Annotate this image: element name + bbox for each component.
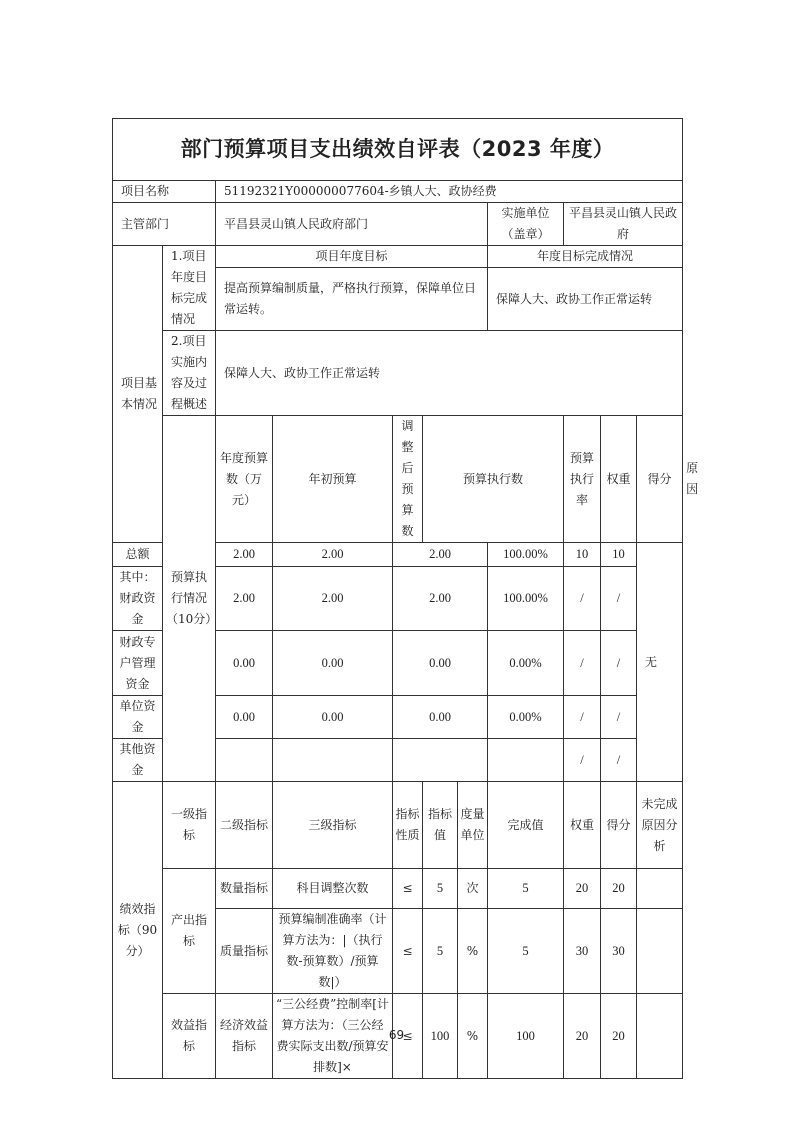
l3-indicator: 预算编制准确率（计算方法为：|（执行数-预算数）/预算数|） [273, 909, 393, 994]
content-text: 保障人大、政协工作正常运转 [216, 331, 683, 416]
weight: 30 [564, 909, 601, 994]
table-row [113, 869, 683, 909]
indicator-nature: ≤ [393, 909, 423, 994]
indicator-nature: ≤ [393, 869, 423, 909]
adjusted-budget: 0.00 [273, 631, 393, 696]
indicator-value: 100 [423, 994, 458, 1079]
perf-section-label: 绩效指标（90分） [113, 782, 163, 1079]
dept-label: 主管部门 [113, 203, 216, 246]
goal-header: 项目年度目标 [216, 246, 488, 268]
weight: 20 [564, 869, 601, 909]
budget-header: 预算执行数 [423, 416, 564, 543]
score: 10 [601, 543, 637, 567]
executed-budget [393, 739, 488, 782]
project-name-label: 项目名称 [113, 181, 216, 203]
budget-row-label: 其中：财政资金 [113, 567, 163, 631]
execution-rate: 100.00% [488, 567, 564, 631]
weight: / [564, 696, 601, 739]
l2-indicator: 经济效益指标 [216, 994, 273, 1079]
measure-unit: % [458, 994, 488, 1079]
budget-row-label: 总额 [113, 543, 163, 567]
perf-header: 权重 [564, 782, 601, 869]
l3-indicator: “三公经费”控制率[计算方法为：（三公经费实际支出数/预算安排数]× [273, 994, 393, 1079]
impl-unit-value: 平昌县灵山镇人民政府 [564, 203, 683, 246]
executed-budget: 0.00 [393, 631, 488, 696]
executed-budget: 0.00 [393, 696, 488, 739]
budget-row-label: 其他资金 [113, 739, 163, 782]
perf-header: 完成值 [488, 782, 564, 869]
dept-value: 平昌县灵山镇人民政府部门 [216, 203, 488, 246]
budget-reason: 无 [637, 543, 683, 782]
execution-rate: 0.00% [488, 631, 564, 696]
incomplete-reason [637, 869, 683, 909]
execution-rate: 0.00% [488, 696, 564, 739]
incomplete-reason [637, 909, 683, 994]
score: 20 [601, 869, 637, 909]
budget-header: 得分 [637, 416, 683, 543]
adjusted-budget [273, 739, 393, 782]
page-number: 69 [388, 1028, 405, 1042]
budget-header: 调整后预算数 [393, 416, 423, 543]
content-label: 2.项目实施内容及过程概述 [163, 331, 216, 416]
weight: / [564, 631, 601, 696]
score: / [601, 696, 637, 739]
l2-indicator: 质量指标 [216, 909, 273, 994]
initial-budget: 2.00 [216, 543, 273, 567]
execution-rate [488, 739, 564, 782]
perf-header: 未完成原因分析 [637, 782, 683, 869]
measure-unit: % [458, 909, 488, 994]
indicator-value: 5 [423, 909, 458, 994]
perf-header: 指标性质 [393, 782, 423, 869]
completed-value: 5 [488, 869, 564, 909]
perf-header: 一级指标 [163, 782, 216, 869]
budget-section-label: 预算执行情况（10分） [163, 416, 216, 782]
basic-section-label: 项目基本情况 [113, 246, 163, 543]
adjusted-budget: 0.00 [273, 696, 393, 739]
initial-budget [216, 739, 273, 782]
budget-header: 年度预算数（万元） [216, 416, 273, 543]
weight: / [564, 739, 601, 782]
completion-header: 年度目标完成情况 [488, 246, 683, 268]
budget-header: 权重 [601, 416, 637, 543]
weight: 20 [564, 994, 601, 1079]
self-evaluation-table: 部门预算项目支出绩效自评表（2023 年度） 项目名称 51192321Y000000077604-乡镇人大、政协经费 主管部门 平昌县灵山镇人民政府部门 实施单位（盖章） 平昌县灵山镇人民政府 项目基本情况 1.项目年度目标完成情况 项目年度目标 年度目标完成情况 提高预算编制质量，严格执行预算，保障单位日常运转。 保障人大、政协工作正常运转 2.项目实施内容及过程概述 保障人大、政协工作正常运转 预算执行情况（10分） 年度预算数（万元） 年初预算 调整后预算数 预算执行数 预算执行率 权重 得分 原因 总额 2.00 2.00 2.00 100.00% 10 10 无 其中：财政资金 2.00 2.00 2.00 100.00% / / 财政专户管理资金 0.00 0.00 0.00 0.00% / / 单位资金 0.00 0.00 0.00 0.00% / / 其他资金 / / 绩效指标（90分） 一级指标 二级指标 三级指标 指标性质 指标值 度量单位 完成值 权重 得分 未完成原因分析 产出指标 数量指标 科目调整次数 ≤ 5 次 5 20 20 质量指标 预算编制准确率（计算方法为：|（执行数-预算数）/预算数|） ≤ 5 % 5 30 30 效益指标 经济效益指标 “三公经费”控制率[计算方法为：（三公经费实际支出数/预算安排数]× ≤ 100 % 100 20 20 [112, 118, 683, 1079]
budget-row-label: 财政专户管理资金 [113, 631, 163, 696]
adjusted-budget: 2.00 [273, 543, 393, 567]
measure-unit: 次 [458, 869, 488, 909]
score: 20 [601, 994, 637, 1079]
budget-header: 年初预算 [273, 416, 393, 543]
perf-header: 度量单位 [458, 782, 488, 869]
initial-budget: 2.00 [216, 567, 273, 631]
completed-value: 100 [488, 994, 564, 1079]
completion-text: 保障人大、政协工作正常运转 [488, 268, 683, 331]
project-name-value: 51192321Y000000077604-乡镇人大、政协经费 [216, 181, 683, 203]
executed-budget: 2.00 [393, 567, 488, 631]
l2-indicator: 数量指标 [216, 869, 273, 909]
impl-unit-label: 实施单位（盖章） [488, 203, 564, 246]
goal-label: 1.项目年度目标完成情况 [163, 246, 216, 331]
perf-header: 指标值 [423, 782, 458, 869]
completed-value: 5 [488, 909, 564, 994]
weight: 10 [564, 543, 601, 567]
l1-indicator: 产出指标 [163, 869, 216, 994]
indicator-value: 5 [423, 869, 458, 909]
initial-budget: 0.00 [216, 696, 273, 739]
initial-budget: 0.00 [216, 631, 273, 696]
score: / [601, 739, 637, 782]
page-title: 部门预算项目支出绩效自评表（2023 年度） [113, 119, 683, 181]
l3-indicator: 科目调整次数 [273, 869, 393, 909]
budget-row-label: 单位资金 [113, 696, 163, 739]
indicator-nature: ≤ [393, 994, 423, 1079]
adjusted-budget: 2.00 [273, 567, 393, 631]
execution-rate: 100.00% [488, 543, 564, 567]
score: / [601, 567, 637, 631]
perf-header: 得分 [601, 782, 637, 869]
perf-header: 二级指标 [216, 782, 273, 869]
score: 30 [601, 909, 637, 994]
budget-header: 预算执行率 [564, 416, 601, 543]
perf-header: 三级指标 [273, 782, 393, 869]
weight: / [564, 567, 601, 631]
goal-text: 提高预算编制质量，严格执行预算，保障单位日常运转。 [216, 268, 488, 331]
executed-budget: 2.00 [393, 543, 488, 567]
score: / [601, 631, 637, 696]
l1-indicator: 效益指标 [163, 994, 216, 1079]
